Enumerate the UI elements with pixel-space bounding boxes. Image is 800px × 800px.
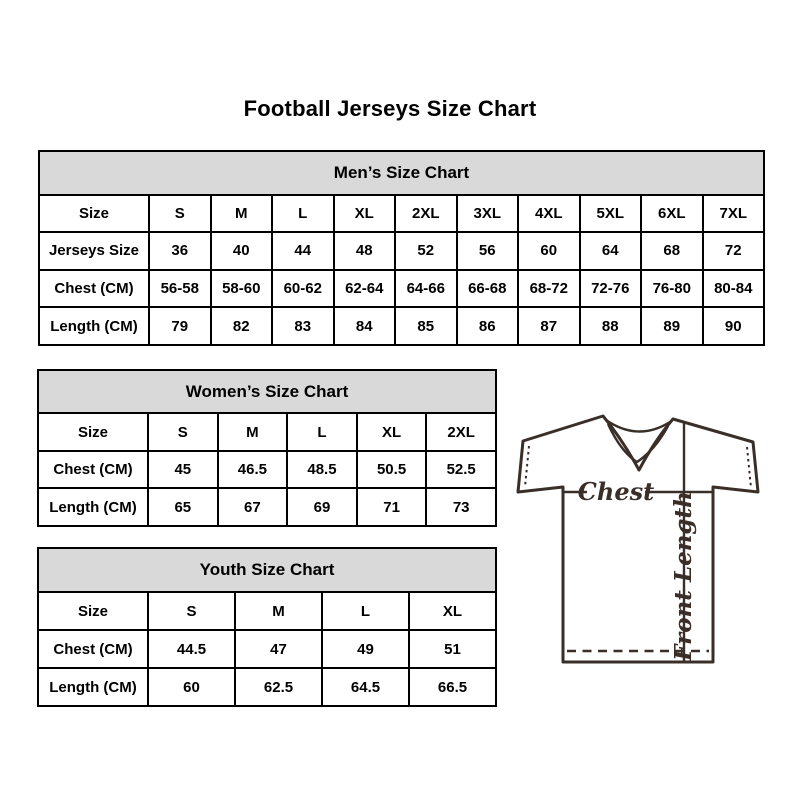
value-cell: 71 — [357, 488, 427, 526]
size-header-cell: XL — [334, 195, 396, 233]
value-cell: 85 — [395, 307, 457, 345]
size-header-cell: XL — [409, 592, 496, 630]
value-cell: 46.5 — [218, 451, 288, 489]
table-row — [38, 668, 496, 706]
value-cell: 47 — [235, 630, 322, 668]
row-label-cell: Jerseys Size — [39, 232, 149, 270]
value-cell: 36 — [149, 232, 211, 270]
row-label-cell: Chest (CM) — [38, 451, 148, 489]
table-row — [38, 413, 496, 451]
size-header-cell: S — [148, 413, 218, 451]
table-title-cell: Women’s Size Chart — [38, 370, 496, 413]
value-cell: 86 — [457, 307, 519, 345]
womens-size-table — [37, 369, 497, 527]
value-cell: 64.5 — [322, 668, 409, 706]
size-header-cell: M — [235, 592, 322, 630]
value-cell: 73 — [426, 488, 496, 526]
size-header-cell: 3XL — [457, 195, 519, 233]
value-cell: 48 — [334, 232, 396, 270]
value-cell: 65 — [148, 488, 218, 526]
collar-back-arc — [606, 420, 670, 432]
size-header-cell: L — [322, 592, 409, 630]
value-cell: 48.5 — [287, 451, 357, 489]
size-header-cell: S — [148, 592, 235, 630]
size-header-cell: 5XL — [580, 195, 642, 233]
table-row — [39, 195, 764, 233]
value-cell: 44.5 — [148, 630, 235, 668]
table-row — [38, 451, 496, 489]
value-cell: 84 — [334, 307, 396, 345]
table-row — [39, 232, 764, 270]
value-cell: 52.5 — [426, 451, 496, 489]
value-cell: 83 — [272, 307, 334, 345]
value-cell: 60 — [518, 232, 580, 270]
youth-size-table-grid — [37, 547, 497, 707]
value-cell: 58-60 — [211, 270, 273, 308]
value-cell: 49 — [322, 630, 409, 668]
jersey-diagram — [503, 400, 773, 675]
table-row — [38, 488, 496, 526]
page-title: Football Jerseys Size Chart — [243, 96, 537, 121]
value-cell: 66-68 — [457, 270, 519, 308]
row-label-cell: Chest (CM) — [38, 630, 148, 668]
size-header-cell: 6XL — [641, 195, 703, 233]
value-cell: 67 — [218, 488, 288, 526]
value-cell: 56-58 — [149, 270, 211, 308]
value-cell: 68 — [641, 232, 703, 270]
size-header-cell: 4XL — [518, 195, 580, 233]
table-header-row — [39, 151, 764, 195]
value-cell: 52 — [395, 232, 457, 270]
table-header-row — [38, 370, 496, 413]
size-header-cell: XL — [357, 413, 427, 451]
value-cell: 90 — [703, 307, 765, 345]
right-cuff-seam — [747, 447, 751, 488]
row-label-cell: Chest (CM) — [39, 270, 149, 308]
row-label-cell: Length (CM) — [39, 307, 149, 345]
size-header-cell: 2XL — [395, 195, 457, 233]
value-cell: 60 — [148, 668, 235, 706]
mens-size-table — [38, 150, 765, 346]
row-label-cell: Length (CM) — [38, 668, 148, 706]
value-cell: 89 — [641, 307, 703, 345]
size-header-cell: S — [149, 195, 211, 233]
left-cuff-seam — [525, 446, 529, 487]
table-row — [38, 592, 496, 630]
jersey-body-outline — [518, 416, 758, 662]
value-cell: 76-80 — [641, 270, 703, 308]
value-cell: 60-62 — [272, 270, 334, 308]
value-cell: 56 — [457, 232, 519, 270]
value-cell: 45 — [148, 451, 218, 489]
table-title-cell: Men’s Size Chart — [39, 151, 764, 195]
value-cell: 44 — [272, 232, 334, 270]
youth-size-table — [37, 547, 497, 707]
size-header-cell: 2XL — [426, 413, 496, 451]
mens-size-table-grid — [38, 150, 765, 346]
womens-size-table-grid — [37, 369, 497, 527]
table-row — [38, 630, 496, 668]
value-cell: 68-72 — [518, 270, 580, 308]
row-label-cell: Length (CM) — [38, 488, 148, 526]
value-cell: 88 — [580, 307, 642, 345]
table-title-cell: Youth Size Chart — [38, 548, 496, 592]
value-cell: 66.5 — [409, 668, 496, 706]
value-cell: 62-64 — [334, 270, 396, 308]
size-header-cell: M — [218, 413, 288, 451]
value-cell: 80-84 — [703, 270, 765, 308]
size-header-cell: L — [272, 195, 334, 233]
value-cell: 51 — [409, 630, 496, 668]
row-label-cell: Size — [38, 413, 148, 451]
value-cell: 82 — [211, 307, 273, 345]
value-cell: 64 — [580, 232, 642, 270]
row-label-cell: Size — [39, 195, 149, 233]
collar-inner-v — [608, 424, 668, 462]
value-cell: 50.5 — [357, 451, 427, 489]
value-cell: 69 — [287, 488, 357, 526]
row-label-cell: Size — [38, 592, 148, 630]
value-cell: 72 — [703, 232, 765, 270]
jersey-outline-graphic — [503, 400, 773, 675]
chest-label: Chest — [577, 477, 655, 506]
value-cell: 40 — [211, 232, 273, 270]
value-cell: 64-66 — [395, 270, 457, 308]
size-header-cell: 7XL — [703, 195, 765, 233]
value-cell: 87 — [518, 307, 580, 345]
value-cell: 79 — [149, 307, 211, 345]
size-header-cell: M — [211, 195, 273, 233]
table-row — [39, 270, 764, 308]
table-row — [39, 307, 764, 345]
size-header-cell: L — [287, 413, 357, 451]
front-length-label: Front Length — [670, 491, 697, 661]
value-cell: 72-76 — [580, 270, 642, 308]
table-header-row — [38, 548, 496, 592]
value-cell: 62.5 — [235, 668, 322, 706]
